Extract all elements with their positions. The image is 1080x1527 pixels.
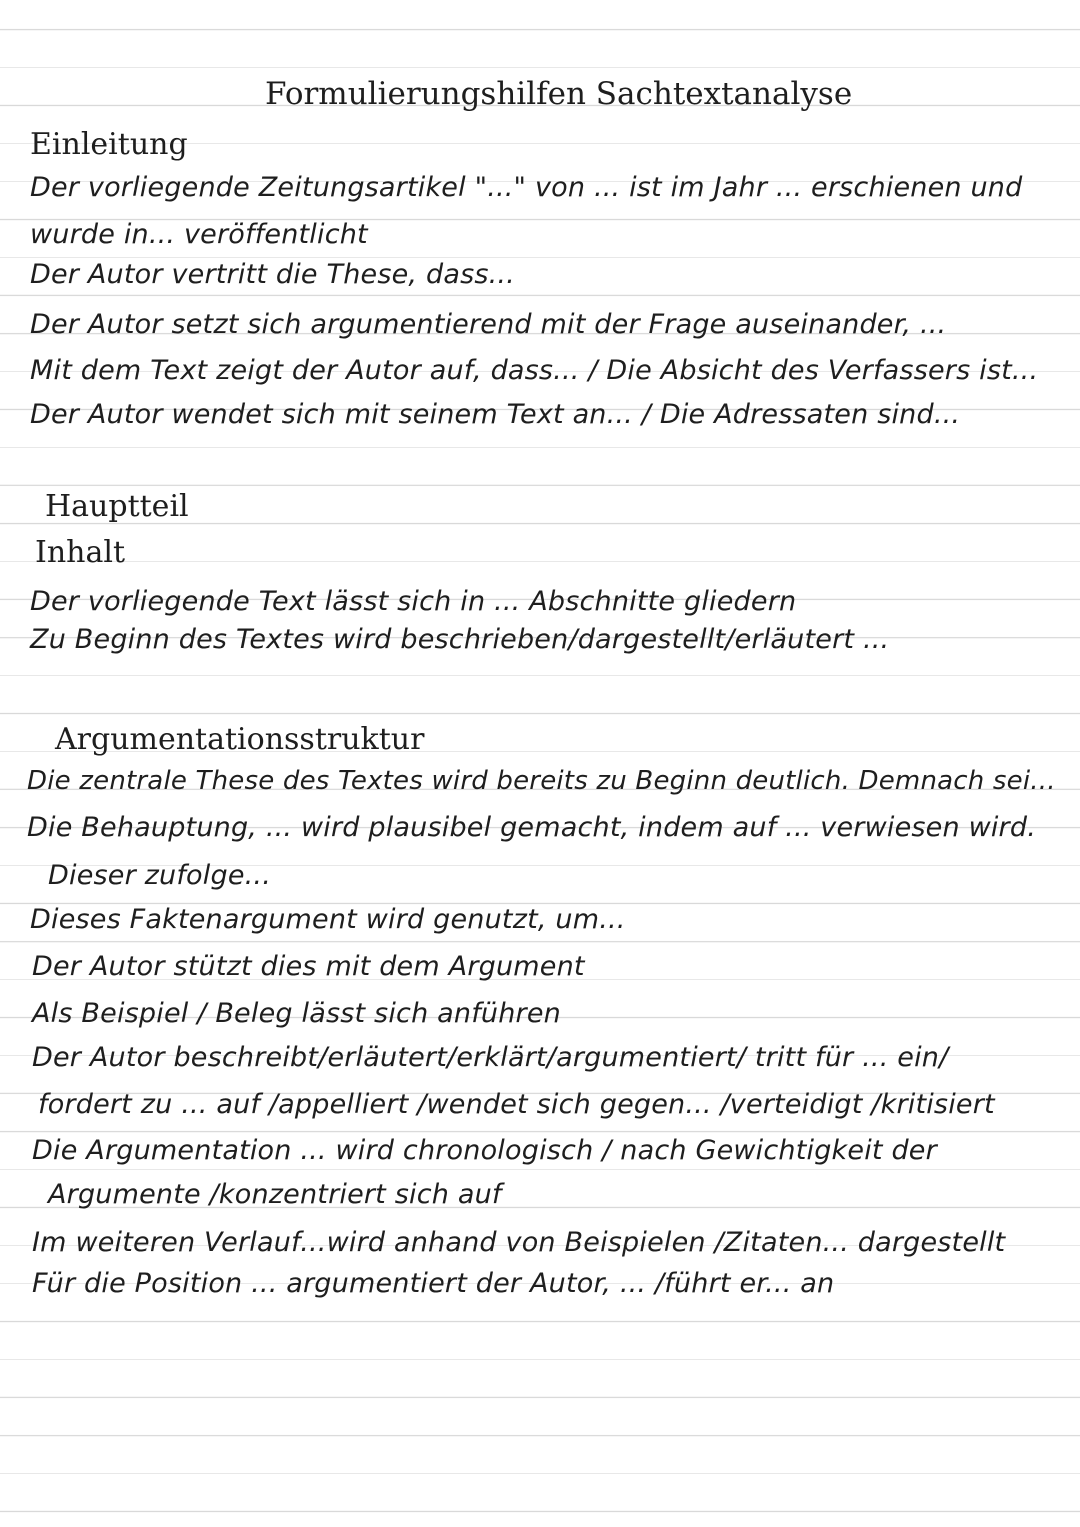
hauptteil-line: Der vorliegende Text lässt sich in ... Abschnitte gliedern [30, 586, 797, 617]
subheading-inhalt: Inhalt [35, 535, 126, 570]
einleitung-line: wurde in... veröffentlicht [30, 219, 368, 250]
einleitung-line: Der Autor setzt sich argumentierend mit der Frage auseinander, ... [30, 309, 947, 340]
argumentation-line: Der Autor stützt dies mit dem Argument [32, 951, 585, 982]
section-heading-hauptteil: Hauptteil [45, 489, 189, 524]
argumentation-line: Die zentrale These des Textes wird bereits zu Beginn deutlich. Demnach sei... [27, 766, 1056, 796]
argumentation-line: Argumente /konzentriert sich auf [48, 1179, 502, 1210]
einleitung-line: Mit dem Text zeigt der Autor auf, dass... / Die Absicht des Verfassers ist... [30, 355, 1039, 386]
argumentation-line: Die Argumentation ... wird chronologisch / nach Gewichtigkeit der [32, 1135, 937, 1166]
section-heading-einleitung: Einleitung [30, 127, 188, 162]
argumentation-line: Als Beispiel / Beleg lässt sich anführen [32, 998, 561, 1029]
argumentation-line: Im weiteren Verlauf...wird anhand von Beispielen /Zitaten... dargestellt [32, 1227, 1006, 1258]
page-title: Formulierungshilfen Sachtextanalyse [265, 76, 853, 112]
einleitung-line: Der Autor vertritt die These, dass... [30, 259, 515, 290]
argumentation-line: Der Autor beschreibt/erläutert/erklärt/argumentiert/ tritt für ... ein/ [32, 1042, 949, 1073]
argumentation-line: Für die Position ... argumentiert der Autor, ... /führt er... an [32, 1268, 835, 1299]
argumentation-line: fordert zu ... auf /appelliert /wendet sich gegen... /verteidigt /kritisiert [38, 1089, 995, 1120]
section-heading-argumentation: Argumentationsstruktur [55, 722, 425, 757]
argumentation-line: Dieses Faktenargument wird genutzt, um... [30, 904, 626, 935]
argumentation-line: Dieser zufolge... [48, 860, 271, 891]
argumentation-line: Die Behauptung, ... wird plausibel gemacht, indem auf ... verwiesen wird. [27, 812, 1036, 843]
einleitung-line: Der Autor wendet sich mit seinem Text an... / Die Adressaten sind... [30, 399, 961, 430]
einleitung-line: Der vorliegende Zeitungsartikel "..." von ... ist im Jahr ... erschienen und [30, 172, 1023, 203]
hauptteil-line: Zu Beginn des Textes wird beschrieben/dargestellt/erläutert ... [30, 624, 890, 655]
